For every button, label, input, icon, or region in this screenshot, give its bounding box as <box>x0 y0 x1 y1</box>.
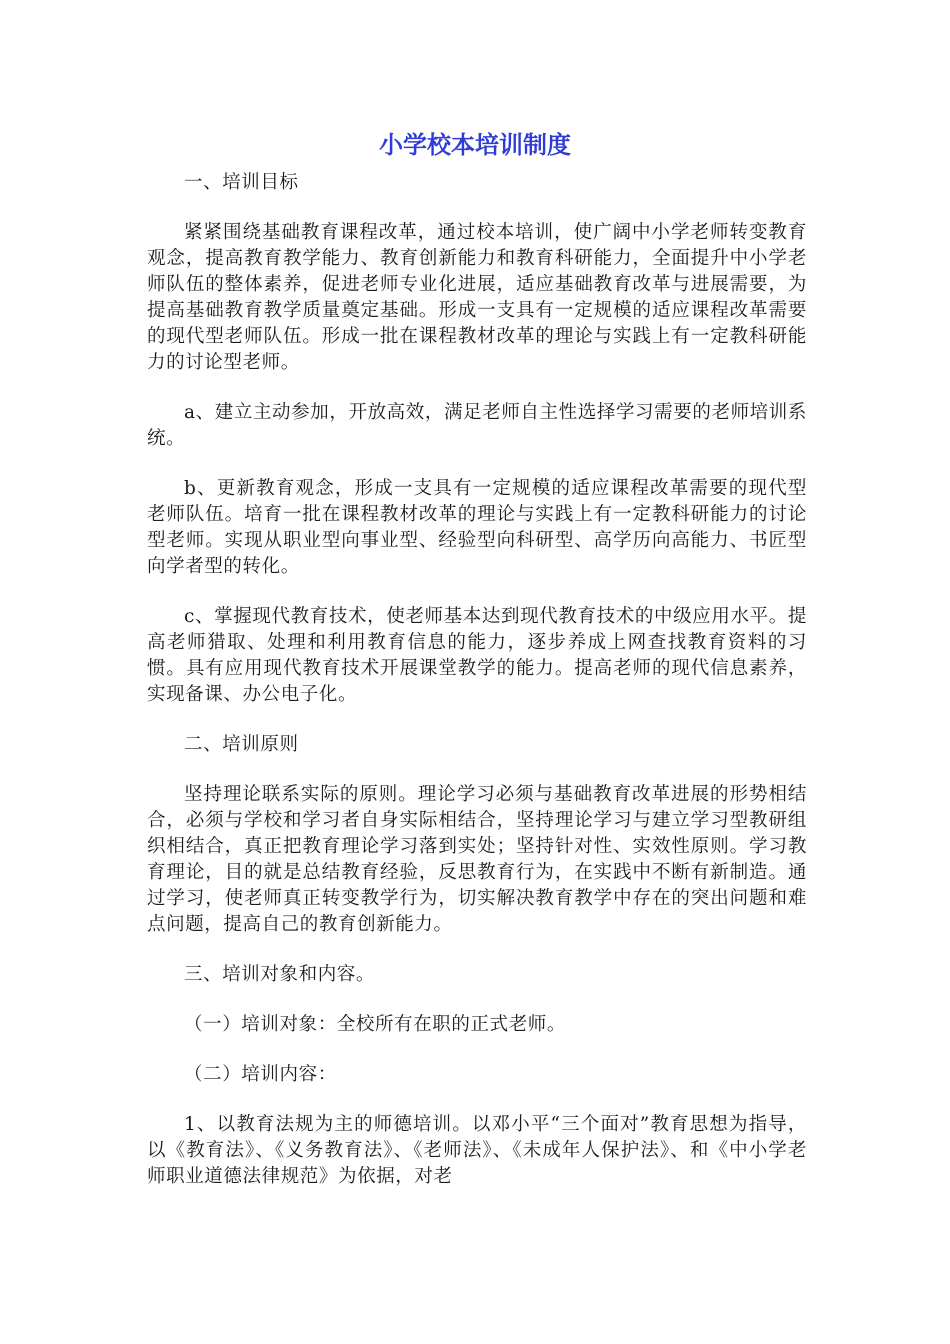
document-body <box>147 170 807 1190</box>
paragraph-goals: 紧紧围绕基础教育课程改革，通过校本培训，使广阔中小学老师转变教育观念，提高教育教学能力、教育创新能力和教育科研能力，全面提升中小学老师队伍的整体素养，促进老师专业化进展，适应基础教育改革与进展需要，为提高基础教育教学质量奠定基础。形成一支具有一定规模的适应课程改革需要的现代型老师队伍。形成一批在课程教材改革的理论与实践上有一定教科研能力的讨论型老师。 <box>147 222 807 373</box>
paragraph-item-1: 1、以教育法规为主的师德培训。以邓小平“三个面对”教育思想为指导，以《教育法》、《义务教育法》、《老师法》、《未成年人保护法》、和《中小学老师职业道德法律规范》为依据，对老 <box>147 1114 807 1187</box>
paragraph-training-targets: （一）培训对象：全校所有在职的正式老师。 <box>184 1014 567 1035</box>
section-heading-targets-content: 三、培训对象和内容。 <box>184 964 376 985</box>
paragraph-item-c: c、掌握现代教育技术，使老师基本达到现代教育技术的中级应用水平。提高老师猎取、处理和利用教育信息的能力，逐步养成上网查找教育资料的习惯。具有应用现代教育技术开展课堂教学的能力。提高老师的现代信息素养，实现备课、办公电子化。 <box>147 606 807 705</box>
paragraph-principles: 坚持理论联系实际的原则。理论学习必须与基础教育改革进展的形势相结合，必须与学校和学习者自身实际相结合，坚持理论学习与建立学习型教研组织相结合，真正把教育理论学习落到实处；坚持针对性、实效性原则。学习教育理论，目的就是总结教育经验，反思教育行为，在实践中不断有新制造。通过学习，使老师真正转变教学行为，切实解决教育教学中存在的突出问题和难点问题，提高自己的教育创新能力。 <box>147 784 807 935</box>
section-heading-principles: 二、培训原则 <box>184 734 299 755</box>
paragraph-item-b: b、更新教育观念，形成一支具有一定规模的适应课程改革需要的现代型老师队伍。培育一批在课程教材改革的理论与实践上有一定教科研能力的讨论型老师。实现从职业型向事业型、经验型向科研型、高学历向高能力、书匠型向学者型的转化。 <box>147 478 807 577</box>
section-heading-goals: 一、培训目标 <box>184 172 299 193</box>
paragraph-training-content: （二）培训内容： <box>184 1064 337 1085</box>
paragraph-item-a: a、建立主动参加，开放高效，满足老师自主性选择学习需要的老师培训系统。 <box>147 402 807 449</box>
document-title: 小学校本培训制度 <box>379 131 571 159</box>
